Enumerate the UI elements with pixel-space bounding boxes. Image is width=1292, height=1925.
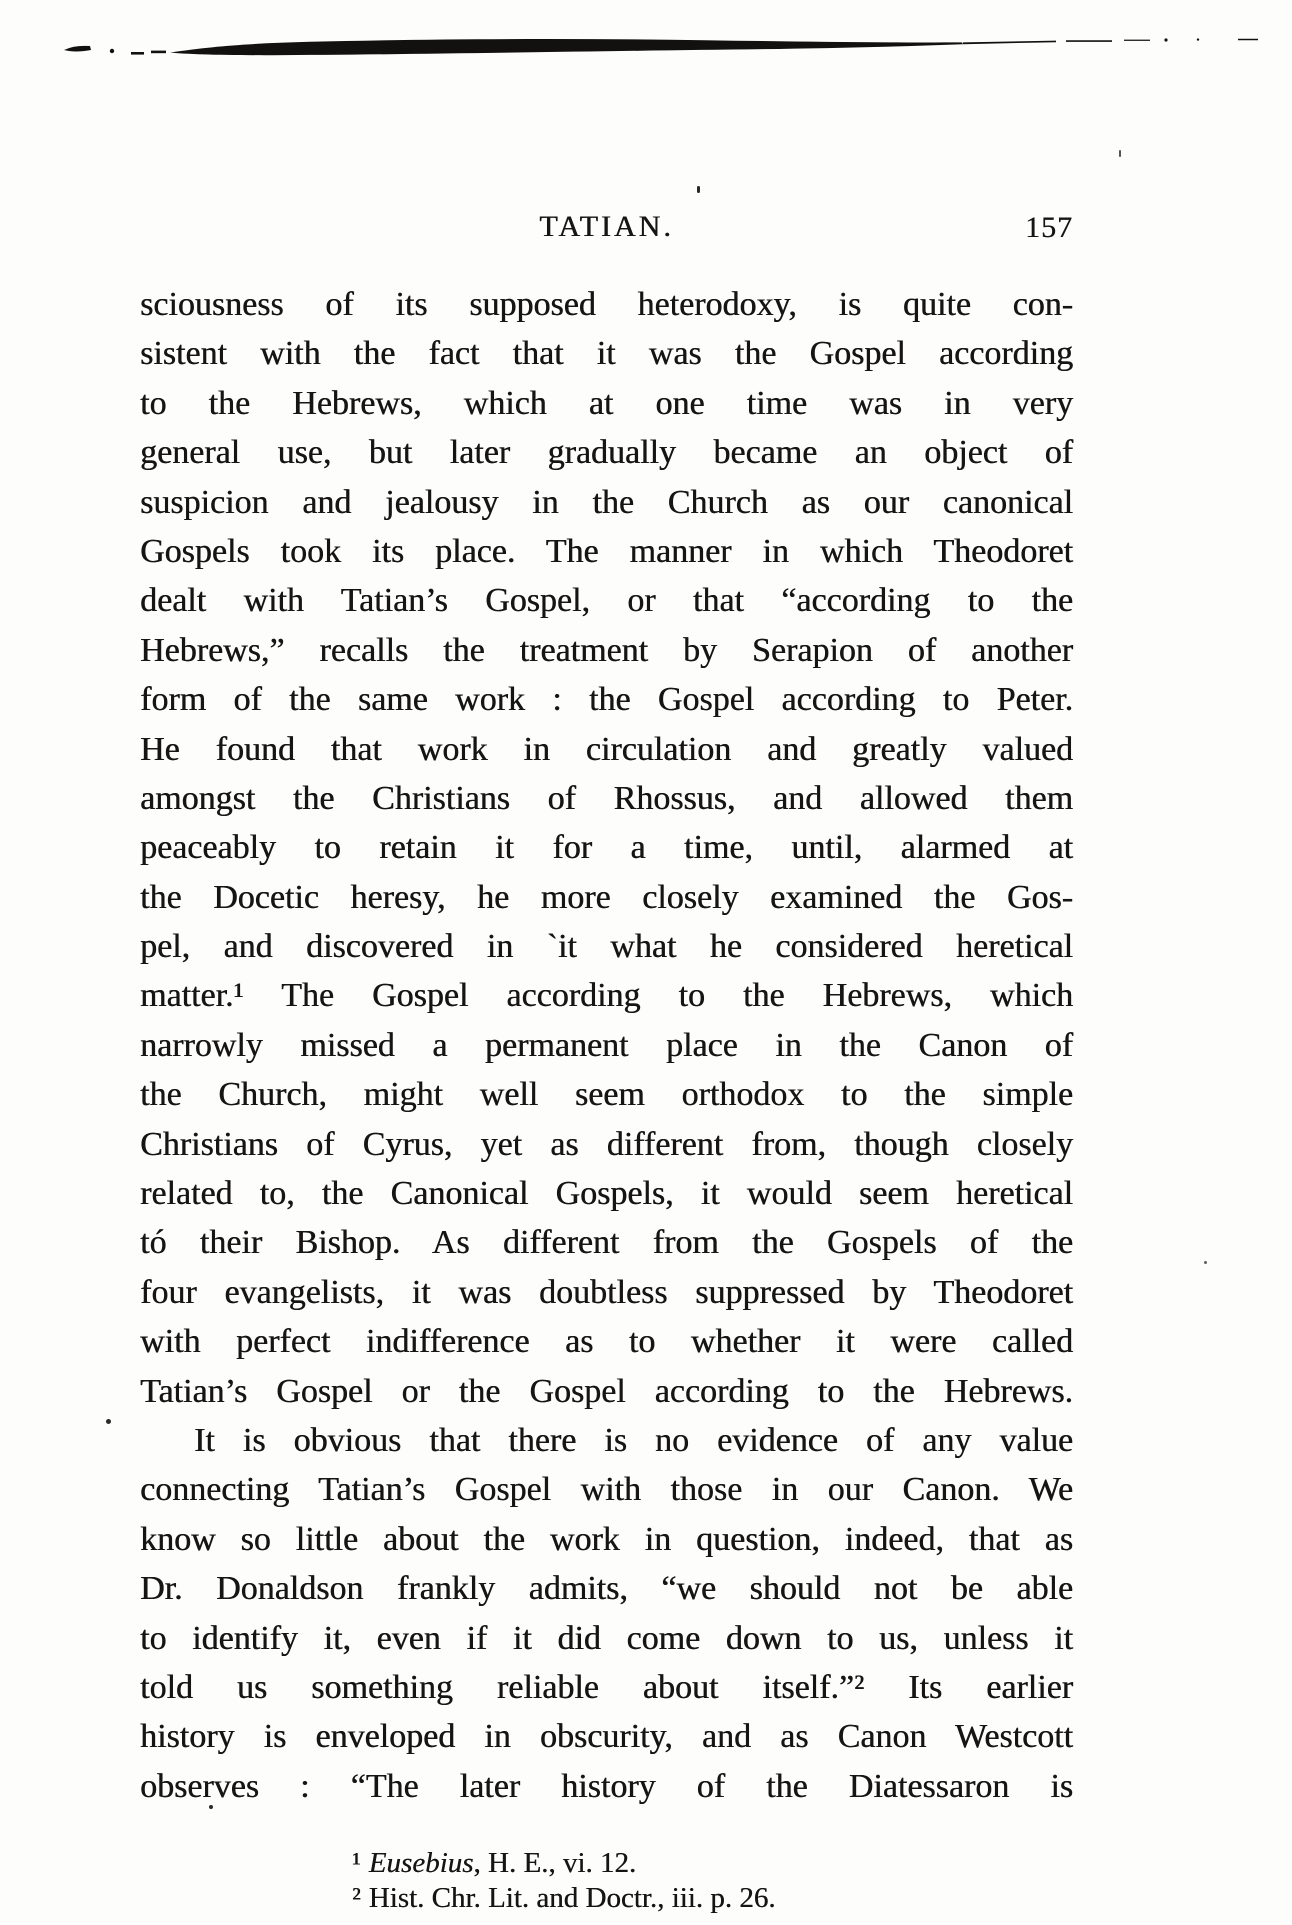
text-line: Tatian’s Gospel or the Gospel according to the Hebrews. — [140, 1372, 1073, 1410]
text-line: dealt with Tatian’s Gospel, or that “according to the — [140, 582, 1073, 620]
text-line: suspicion and jealousy in the Church as our canonical — [140, 483, 1073, 521]
footnote-1 — [352, 1846, 776, 1881]
footnotes — [352, 1846, 776, 1915]
ink-speck-artifact — [1119, 150, 1121, 157]
footnote-text: , H. E., vi. 12. — [473, 1847, 637, 1879]
text-line: amongst the Christians of Rhossus, and allowed them — [140, 779, 1073, 817]
text-line: with perfect indifference as to whether it were called — [140, 1323, 1073, 1361]
text-line: observes : “The later history of the Diatessaron is — [140, 1767, 1073, 1805]
text-line: Hebrews,” recalls the treatment by Serapion of another — [140, 631, 1073, 669]
ink-smear-artifact — [0, 0, 1292, 70]
text-line: peaceably to retain it for a time, until, alarmed at — [140, 829, 1073, 867]
text-line-paragraph-start: It is obvious that there is no evidence of any value — [194, 1421, 1073, 1459]
text-line: Gospels took its place. The manner in which Theodoret — [140, 532, 1073, 570]
text-line: sistent with the fact that it was the Gospel according — [140, 335, 1073, 373]
page-body-text — [140, 280, 1073, 1811]
text-line: Dr. Donaldson frankly admits, “we should not be able — [140, 1570, 1073, 1608]
text-line: He found that work in circulation and greatly valued — [140, 730, 1073, 768]
page-header-title: TATIAN. — [539, 210, 674, 243]
text-line: the Docetic heresy, he more closely examined the Gos- — [140, 878, 1073, 916]
footnote-marker: ² — [352, 1881, 361, 1914]
ink-speck-artifact — [1204, 1261, 1207, 1264]
text-line: to the Hebrews, which at one time was in very — [140, 384, 1073, 422]
footnote-2 — [352, 1881, 776, 1916]
text-line: form of the same work : the Gospel according to Peter. — [140, 681, 1073, 719]
text-line: pel, and discovered in `it what he considered heretical — [140, 928, 1073, 966]
text-line: Christians of Cyrus, yet as different from, though closely — [140, 1125, 1073, 1163]
text-line: know so little about the work in question, indeed, that as — [140, 1520, 1073, 1558]
text-line: related to, the Canonical Gospels, it would seem heretical — [140, 1175, 1073, 1213]
text-line: the Church, might well seem orthodox to the simple — [140, 1076, 1073, 1114]
page-number: 157 — [1025, 211, 1073, 244]
footnote-marker: ¹ — [352, 1847, 361, 1879]
text-line: narrowly missed a permanent place in the Canon of — [140, 1026, 1073, 1064]
text-line: four evangelists, it was doubtless suppressed by Theodoret — [140, 1273, 1073, 1311]
ink-speck-artifact — [697, 186, 700, 193]
text-line: general use, but later gradually became an object of — [140, 434, 1073, 472]
footnote-source: Eusebius — [368, 1847, 474, 1879]
text-line: told us something reliable about itself.”² Its earlier — [140, 1668, 1073, 1706]
footnote-text: Hist. Chr. Lit. and Doctr., iii. p. 26. — [368, 1881, 776, 1914]
text-line: matter.¹ The Gospel according to the Hebrews, which — [140, 977, 1073, 1015]
text-line: connecting Tatian’s Gospel with those in our Canon. We — [140, 1471, 1073, 1509]
running-header — [140, 210, 1073, 244]
ink-speck-artifact — [106, 1419, 111, 1424]
text-line: tó their Bishop. As different from the Gospels of the — [140, 1224, 1073, 1262]
text-line: history is enveloped in obscurity, and as Canon Westcott — [140, 1718, 1073, 1756]
text-line: sciousness of its supposed heterodoxy, is quite con- — [140, 286, 1073, 323]
text-line: to identify it, even if it did come down to us, unless it — [140, 1619, 1073, 1657]
